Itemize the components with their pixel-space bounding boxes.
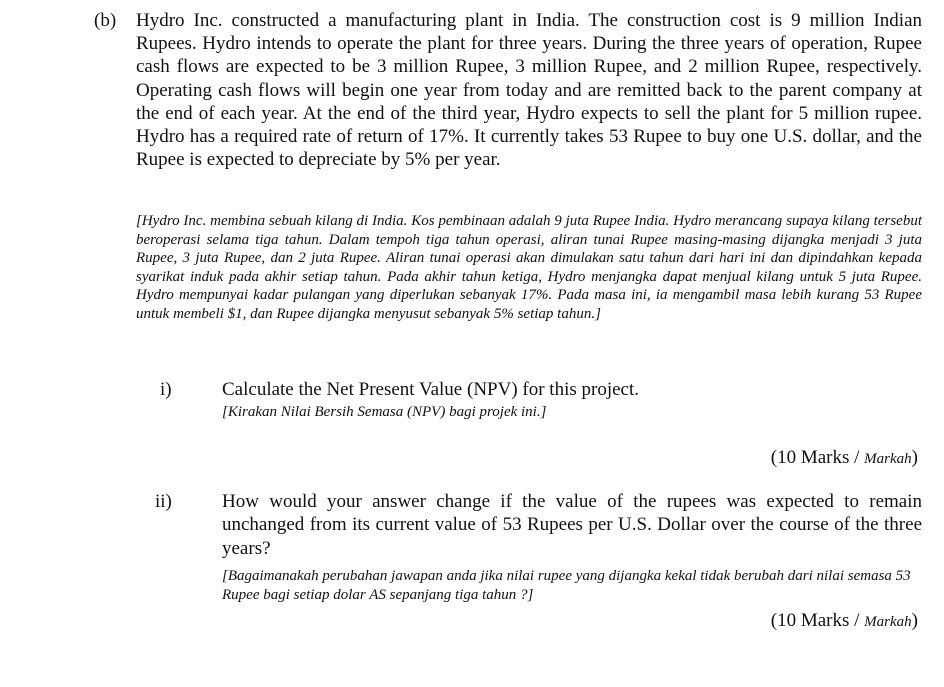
part-ii-text-malay: [Bagaimanakah perubahan jawapan anda jika nilai rupee yang dijangka kekal tidak berubah dari nilai semasa 53 Rupee bagi setiap dolar AS sepanjang tiga tahun ?] <box>222 568 911 603</box>
part-i-marks-malay: Markah <box>864 451 912 467</box>
part-ii-marks <box>771 609 918 634</box>
part-i-number: i) <box>160 379 172 400</box>
part-ii-marks-label: (10 Marks / <box>770 610 865 631</box>
part-ii-marks-close: ) <box>911 610 918 631</box>
part-i-text-english: Calculate the Net Present Value (NPV) for this project. <box>222 379 640 400</box>
part-ii-marks-malay: Markah <box>864 614 912 630</box>
section-label: (b) <box>94 10 117 31</box>
part-ii-text-english: How would your answer change if the value of the rupees was expected to remain unchanged from its current value of 53 Rupees per U.S. Dollar over the course of the three years? <box>222 491 922 559</box>
part-i-marks <box>771 446 918 471</box>
question-text-english: Hydro Inc. constructed a manufacturing plant in India. The construction cost is 9 million Indian Rupees. Hydro intends to operate the plant for three years. During the three years of operation, Rupee cash flows are expected to be 3 million Rupee, 3 million Rupee, and 2 million Rupee, respectively. Operating cash flows will begin one year from today and are remitted back to the parent company at the end of each year. At the end of the third year, Hydro expects to sell the plant for 5 million rupee. Hydro has a required rate of return of 17%. It currently takes 53 Rupee to buy one U.S. dollar, and the Rupee is expected to depreciate by 5% per year. <box>136 10 922 171</box>
part-i-text-malay: [Kirakan Nilai Bersih Semasa (NPV) bagi projek ini.] <box>222 404 547 420</box>
part-ii-number: ii) <box>155 491 172 512</box>
part-i-marks-label: (10 Marks / <box>770 447 865 468</box>
part-i-marks-close: ) <box>911 447 918 468</box>
question-text-malay: [Hydro Inc. membina sebuah kilang di India. Kos pembinaan adalah 9 juta Rupee India. Hydro merancang supaya kilang tersebut beroperasi selama tiga tahun. Dalam tempoh tiga tahun operasi, aliran tunai Rupee masing-masing dijangka menjadi 3 juta Rupee, 3 juta Rupee, dan 2 juta Rupee. Aliran tunai operasi akan dimulakan satu tahun dari hari ini dan dipindahkan kepada syarikat induk pada akhir setiap tahun. Pada akhir tahun ketiga, Hydro menjangka dapat menjual kilang untuk 5 juta Rupee. Hydro mempunyai kadar pulangan yang diperlukan sebanyak 17%. Pada masa ini, ia mengambil masa lebih kurang 53 Rupee untuk membeli $1, dan Rupee dijangka menyusut sebanyak 5% setiap tahun.] <box>136 213 922 322</box>
